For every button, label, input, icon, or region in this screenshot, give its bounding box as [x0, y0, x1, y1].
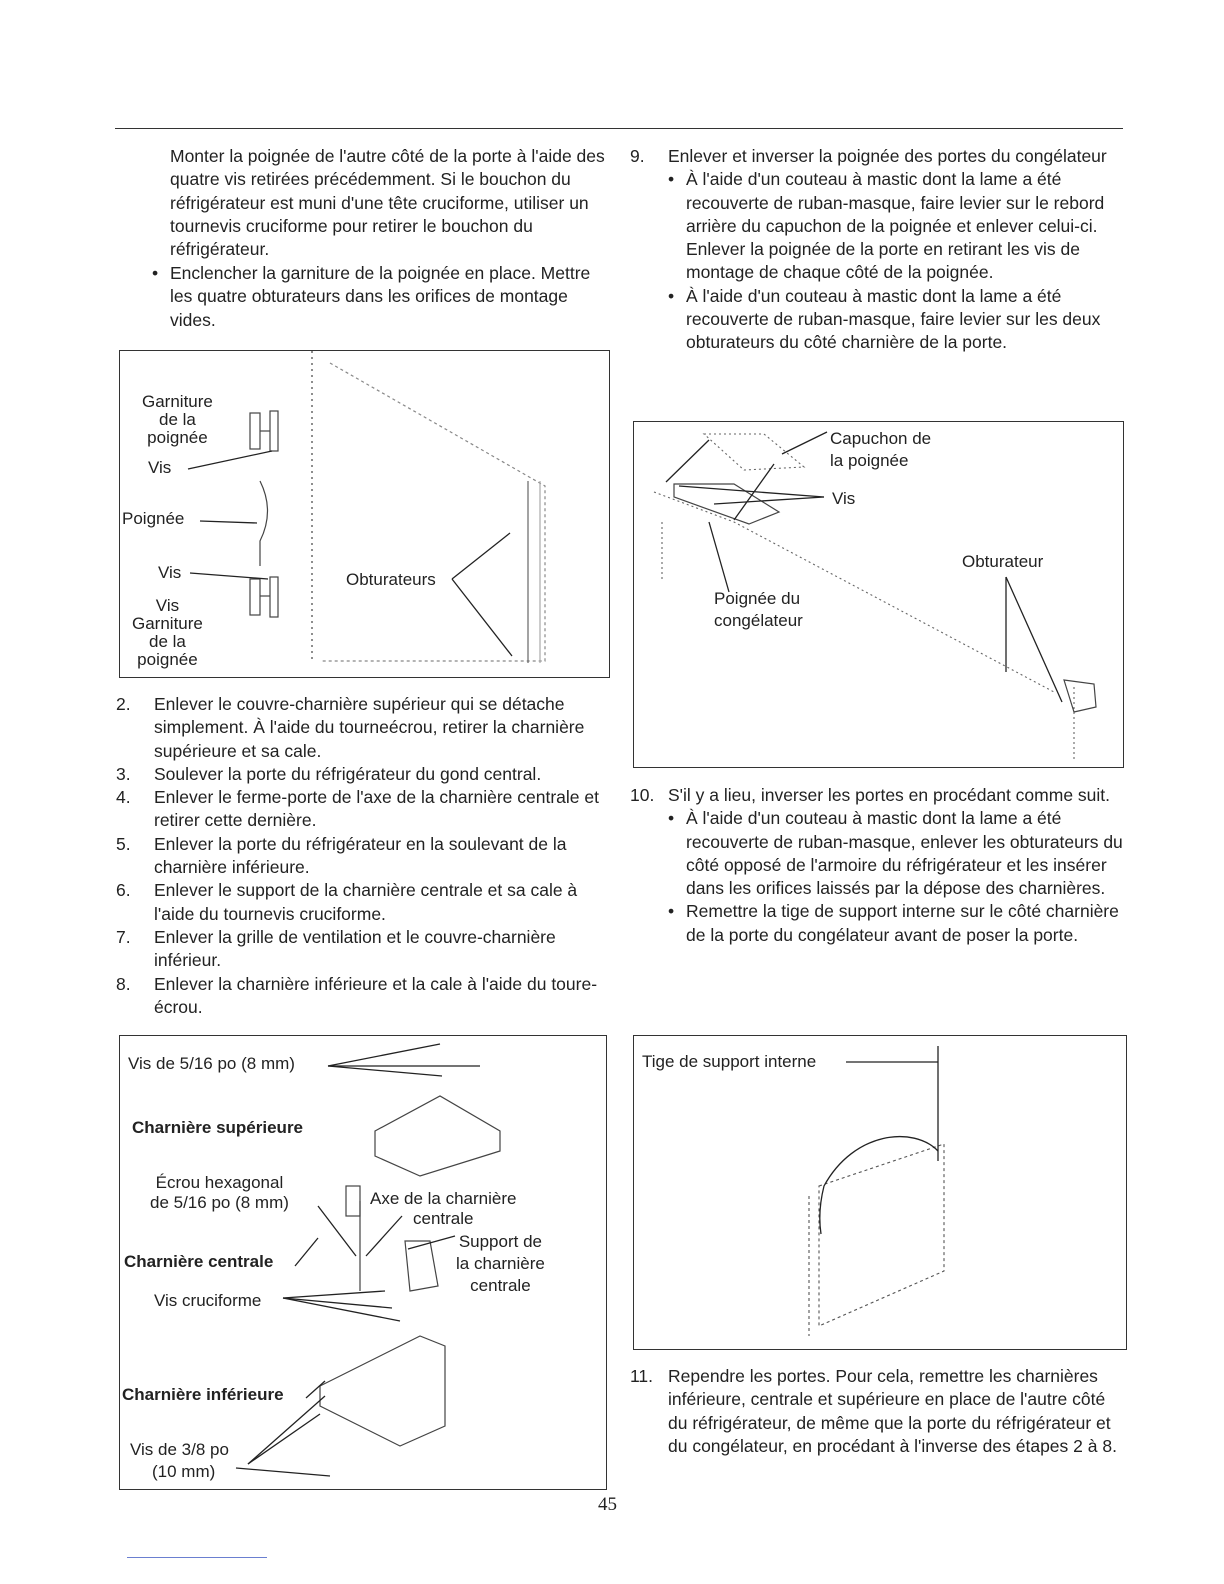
step-text: Enlever le couvre-charnière supérieur qui se détache simplement. À l'aide du tourneécrou, retirer la charnière supérieure et sa cale.: [154, 694, 585, 761]
step-item: [116, 693, 606, 763]
steps-left: [116, 693, 606, 1019]
label-line: Garniture: [142, 392, 213, 411]
step-9-bullets: [630, 168, 1120, 354]
label-vis-516: Vis de 5/16 po (8 mm): [128, 1054, 295, 1073]
label-line: Poignée du: [714, 589, 801, 608]
label-line: la charnière: [456, 1254, 545, 1273]
freezer-handle-diagram: [634, 422, 1123, 767]
label-line: (10 mm): [152, 1462, 216, 1481]
label-charniere-inf: Charnière inférieure: [122, 1385, 284, 1404]
step-number: 11.: [630, 1366, 654, 1386]
step-number: 9.: [630, 146, 645, 166]
step-number: 3.: [116, 763, 131, 784]
label-obturateur: Obturateur: [962, 552, 1044, 571]
label-line: Vis de 3/8 po: [130, 1440, 229, 1459]
step-10: [630, 784, 1124, 947]
label-capuchon: [830, 428, 931, 472]
step-number: 10.: [630, 785, 655, 805]
label-line: Axe de la charnière: [370, 1189, 517, 1208]
label-vis-mid: Vis: [158, 563, 182, 582]
label-poignee-cong: [714, 588, 803, 632]
bullet-item: • À l'aide d'un couteau à mastic dont la lame a été recouverte de ruban-masque, faire levier sur les deux obturateurs du côté charnière de la porte.: [668, 285, 1120, 355]
figure-hinges: [119, 1035, 607, 1490]
label-line: de la: [149, 632, 186, 651]
step-11: [630, 1365, 1124, 1458]
support-rod-diagram: [634, 1036, 1126, 1349]
bullet-item: • Enclencher la garniture de la poignée en place. Mettre les quatre obturateurs dans les orifices de montage vides.: [152, 262, 610, 332]
label-line: poignée: [147, 428, 208, 447]
step-text: Enlever et inverser la poignée des portes du congélateur: [668, 146, 1107, 166]
step-number: 8.: [116, 973, 131, 994]
step-item: [116, 786, 606, 833]
header-rule: [115, 128, 1123, 129]
page-number: 45: [598, 1494, 617, 1515]
label-line: Capuchon de: [830, 429, 932, 448]
step-number: 5.: [116, 833, 131, 854]
step-10-item: [630, 784, 1124, 807]
label-line: Garniture: [132, 614, 203, 633]
label-vis: Vis: [832, 489, 856, 508]
step-text: Soulever la porte du réfrigérateur du gond central.: [154, 763, 542, 784]
step-item: [116, 926, 606, 973]
label-ecrou: [150, 1173, 289, 1213]
step-10-bullets: [630, 807, 1124, 947]
bullet-item: • À l'aide d'un couteau à mastic dont la lame a été recouverte de ruban-masque, faire levier sur le rebord arrière du capuchon de la poignée et enlever celui-ci. Enlever la poignée de la porte en retirant les vis de montage de chaque côté de la poignée.: [668, 168, 1120, 284]
step-text: Rependre les portes. Pour cela, remettre les charnières inférieure, centrale et supérieure en place de l'autre côté du réfrigérateur, de même que la porte du réfrigérateur et du congélateur, en procédant à l'inverse des étapes 2 à 8.: [668, 1366, 1117, 1456]
label-line: poignée: [137, 650, 198, 669]
step-number: 2.: [116, 694, 131, 714]
step-text: Enlever la grille de ventilation et le couvre-charnière inférieur.: [154, 926, 556, 971]
label-obturateurs: Obturateurs: [346, 570, 436, 589]
label-garniture-top: [142, 393, 213, 447]
step-item: [116, 973, 606, 1020]
step-9-item: [630, 145, 1120, 168]
left-bullet: [152, 262, 610, 332]
label-support: [456, 1231, 545, 1297]
figure-freezer-handle: [633, 421, 1124, 768]
label-line: centrale: [470, 1276, 531, 1295]
label-charniere-cent: Charnière centrale: [124, 1252, 274, 1271]
step-text: S'il y a lieu, inverser les portes en procédant comme suit.: [668, 785, 1111, 805]
label-line: Écrou hexagonal: [155, 1173, 284, 1192]
label-line: de la: [159, 410, 196, 429]
step-text: Enlever la charnière inférieure et la cale à l'aide du toure-écrou.: [154, 973, 598, 1017]
figure-handle-trim: [119, 350, 610, 678]
step-text: Enlever le support de la charnière centrale et sa cale à l'aide du tournevis cruciforme.: [154, 880, 578, 924]
label-line: Support de: [458, 1232, 542, 1251]
intro-paragraph: Monter la poignée de l'autre côté de la porte à l'aide des quatre vis retirées précédemment. Si le bouchon du réfrigérateur est muni d'une tête cruciforme, utiliser un tournevis cruciforme pour retirer le bouchon du réfrigérateur.: [170, 146, 605, 260]
left-intro: [170, 145, 610, 261]
label-line: congélateur: [714, 611, 803, 630]
step-text: Enlever la porte du réfrigérateur en la soulevant de la charnière inférieure.: [154, 833, 567, 878]
label-vis-top: Vis: [148, 458, 172, 477]
bullet-item: • Remettre la tige de support interne sur le côté charnière de la porte du congélateur avant de poser la porte.: [668, 900, 1124, 947]
step-9: [630, 145, 1120, 355]
label-tige: Tige de support interne: [642, 1052, 817, 1071]
label-vis-cruc: Vis cruciforme: [154, 1291, 262, 1310]
step-11-item: [630, 1365, 1124, 1458]
label-charniere-sup: Charnière supérieure: [132, 1118, 304, 1137]
footer-line: [127, 1557, 267, 1558]
step-item: [116, 763, 606, 786]
step-number: 6.: [116, 880, 131, 901]
label-vis-38: [130, 1439, 229, 1483]
step-number: 4.: [116, 787, 131, 808]
figure-support-rod: [633, 1035, 1127, 1350]
label-line: centrale: [413, 1209, 474, 1228]
step-text: Enlever le ferme-porte de l'axe de la charnière centrale et retirer cette dernière.: [154, 787, 599, 831]
label-poignee: Poignée: [122, 509, 185, 528]
label-line: Vis: [155, 596, 180, 615]
bullet-item: • À l'aide d'un couteau à mastic dont la lame a été recouverte de ruban-masque, enlever les obturateurs du côté opposé de l'armoire du réfrigérateur et les insérer dans les orifices laissés par la dépose des charnières.: [668, 807, 1124, 900]
step-number: 7.: [116, 926, 131, 947]
step-item: [116, 879, 606, 926]
label-axe: [370, 1189, 516, 1229]
label-garniture-bottom: [132, 597, 203, 669]
label-line: de 5/16 po (8 mm): [150, 1193, 289, 1212]
label-line: la poignée: [830, 451, 909, 470]
step-item: [116, 833, 606, 880]
